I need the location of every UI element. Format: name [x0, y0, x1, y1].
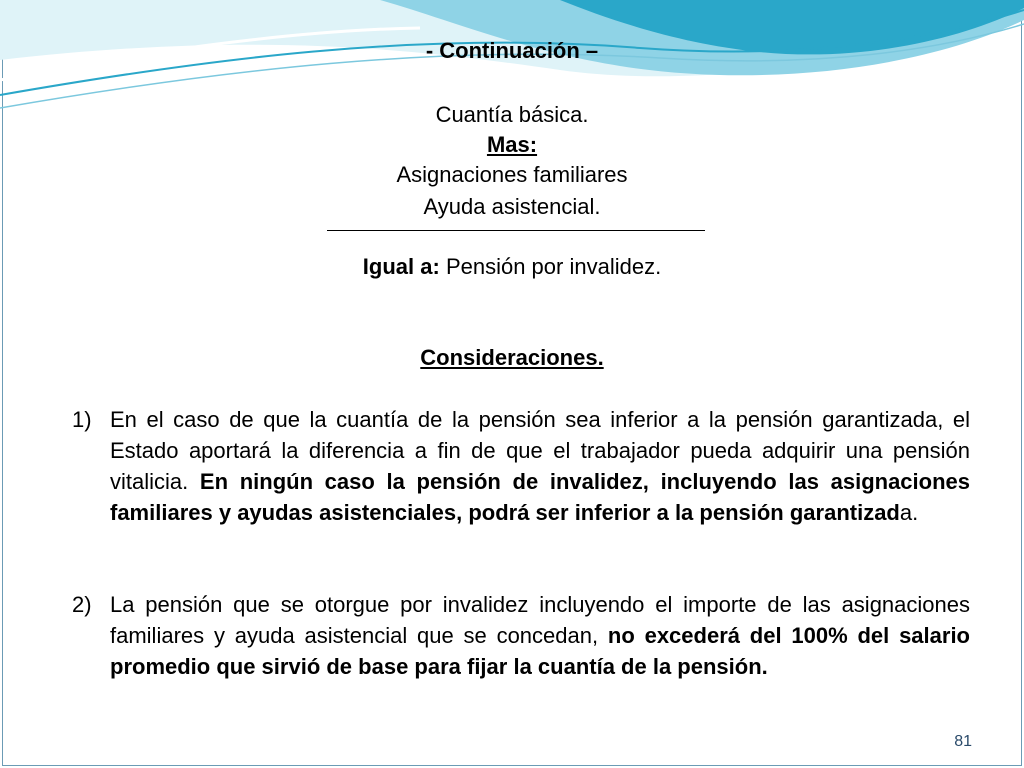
formula-line-assistance: Ayuda asistencial. — [423, 194, 601, 219]
page-number: 81 — [954, 733, 972, 750]
slide-title: - Continuación – — [425, 38, 599, 63]
considerations-heading: Consideraciones. — [420, 345, 604, 370]
formula-line-basic-amount: Cuantía básica. — [435, 102, 589, 127]
item-text-bold: En ningún caso la pensión de invalidez, incluyendo las asignaciones familiares y ayudas asistenciales, podrá ser inferior a la pensión garantizad — [110, 469, 971, 525]
item-paragraph — [110, 589, 970, 682]
formula-line-family-allowances: Asignaciones familiares — [396, 162, 628, 187]
formula-equals-label: Igual a: — [362, 254, 440, 279]
consideration-item-1 — [72, 404, 970, 528]
formula-plus-label: Mas: — [486, 132, 538, 157]
item-number: 1) — [72, 407, 92, 432]
consideration-item-2 — [72, 589, 970, 682]
item-text-bold: no excederá del 100% del salario promedio que sirvió de base para fijar la cuantía de la pensión. — [110, 623, 970, 679]
item-text-tail: a. — [899, 500, 919, 525]
formula-result — [0, 254, 1024, 280]
item-text: La pensión que se otorgue por invalidez incluyendo el importe de las asignaciones familiares y ayuda asistencial que se concedan, — [110, 592, 970, 648]
formula-result-text: Pensión por invalidez. — [445, 254, 662, 279]
item-text: En el caso de que la cuantía de la pensión sea inferior a la pensión garantizada, el Estado aportará la diferencia a fin de que el trabajador pueda adquirir una pensión vitalicia. — [110, 407, 970, 494]
item-paragraph — [110, 404, 970, 528]
item-number: 2) — [72, 592, 92, 617]
formula-sum-rule — [327, 230, 705, 231]
